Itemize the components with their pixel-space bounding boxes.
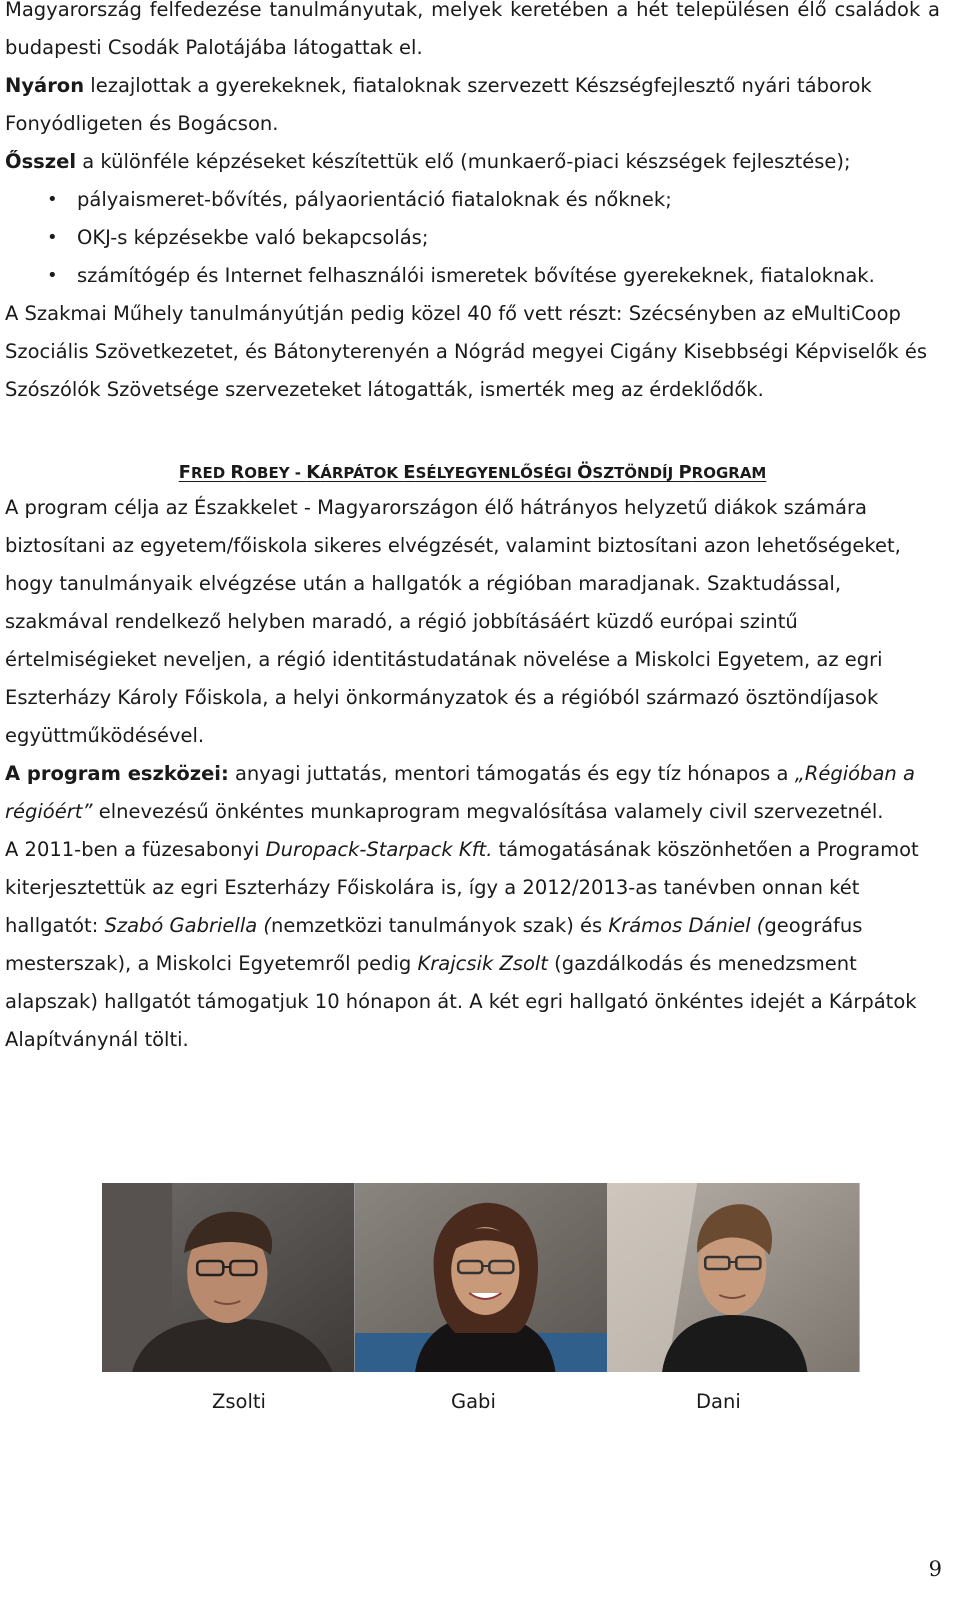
portrait-image (102, 1183, 355, 1372)
support-student-name: Krajcsik Zsolt (417, 952, 548, 975)
document-page (5, 0, 940, 1059)
program-goal-paragraph: A program célja az Északkelet - Magyarországon élő hátrányos helyzetű diákok számára biztosítani az egyetem/főiskola sikeres elvégzését, valamint biztosítani azon lehetőségeket, hogy tanulmányaik elvégzése után a hallgatók a régióban maradjanak. Szaktudással, szakmával rendelkező helyben maradó, a régió jobbításáért küzdő európai szintű értelmiségieket neveljen, a régió identitástudatának növelése a Miskolci Egyetem, az egri Eszterházy Károly Főiskola, a helyi önkormányzatok és a régióból származó ösztöndíjasok együttműködésével. (5, 496, 901, 747)
photo-gabi (355, 1183, 608, 1372)
heading-cap: K (306, 462, 321, 483)
heading-small: OBEY - (244, 464, 307, 482)
summer-paragraph (5, 67, 940, 143)
support-text: nemzetközi tanulmányok szak) és (271, 914, 609, 937)
training-list (5, 181, 940, 295)
heading-small: SÉLYEGYENLŐSÉGI (415, 464, 578, 482)
heading-small: ROGRAM (691, 464, 767, 482)
portrait-image (355, 1183, 608, 1372)
support-student-name: Krámos Dániel ( (608, 914, 765, 937)
heading-cap: P (678, 462, 692, 483)
summer-text: lezajlottak a gyerekeknek, fiataloknak szervezett Készségfejlesztő nyári táborok Fonyódligeten és Bogácson. (5, 74, 872, 135)
support-paragraph (5, 831, 940, 1059)
photo-caption-gabi: Gabi (451, 1390, 496, 1413)
heading-small: ÁRPÁTOK (320, 464, 404, 482)
summer-lead: Nyáron (5, 74, 85, 97)
workshop-paragraph: A Szakmai Műhely tanulmányútján pedig közel 40 fő vett részt: Szécsényben az eMultiCoop Szociális Szövetkezetet, és Bátonyterenyén a Nógrád megyei Cigány Kisebbségi Képviselők és Szószólók Szövetsége szervezeteket látogatták, ismerték meg az érdeklődők. (5, 302, 928, 401)
photo-dani (607, 1183, 860, 1372)
photo-zsolti (102, 1183, 355, 1372)
program-tools-lead: A program eszközei: (5, 762, 229, 785)
heading-cap: R (230, 462, 245, 483)
heading-cap: F (178, 462, 191, 483)
page-number: 9 (928, 1557, 942, 1581)
support-text: geográfus mesterszak), a Miskolci Egyetemről pedig (5, 914, 863, 975)
autumn-paragraph (5, 143, 940, 181)
photo-caption-dani: Dani (696, 1390, 741, 1413)
photo-caption-zsolti: Zsolti (212, 1390, 266, 1413)
heading-cap: Ö (577, 462, 593, 483)
photo-strip (102, 1183, 860, 1372)
autumn-text: a különféle képzéseket készítettük elő (munkaerő-piaci készségek fejlesztése); (76, 150, 851, 173)
portrait-image (607, 1183, 860, 1372)
program-tools-italic: „Régióban a régióért” (5, 762, 915, 823)
heading-small: RED (190, 464, 231, 482)
list-item: • OKJ-s képzésekbe való bekapcsolás; (5, 219, 940, 257)
list-item: • pályaismeret-bővítés, pályaorientáció fiataloknak és nőknek; (5, 181, 940, 219)
support-text: A 2011-ben a füzesabonyi (5, 838, 266, 861)
intro-paragraph (5, 0, 940, 67)
support-company: Duropack-Starpack Kft. (265, 838, 493, 861)
list-item: • számítógép és Internet felhasználói ismeretek bővítése gyerekeknek, fiataloknak. (5, 257, 940, 295)
intro-text: Magyarország felfedezése tanulmányutak, melyek keretében a hét településen élő családok a budapesti Csodák Palotájába látogattak el. (5, 0, 940, 59)
heading-cap: E (403, 462, 416, 483)
support-student-name: Szabó Gabriella ( (104, 914, 271, 937)
support-text: (gazdálkodás és menedzsment alapszak) hallgatót támogatjuk 10 hónapon át. A két egri hallgató önkéntes idejét a Kárpátok Alapítványnál tölti. (5, 952, 917, 1051)
program-tools-text-end: elnevezésű önkéntes munkaprogram megvalósítása valamely civil szervezetnél. (92, 800, 884, 823)
autumn-lead: Ősszel (5, 150, 77, 173)
heading-small: SZTÖNDÍJ (592, 464, 679, 482)
program-tools-paragraph (5, 755, 940, 831)
support-text: támogatásának köszönhetően a Programot kiterjesztettük az egri Eszterházy Főiskolára is, így a 2012/2013-as tanévben onnan két hallgatót: (5, 838, 919, 937)
program-tools-text: anyagi juttatás, mentori támogatás és egy tíz hónapos a (228, 762, 795, 785)
section-heading (5, 461, 940, 485)
